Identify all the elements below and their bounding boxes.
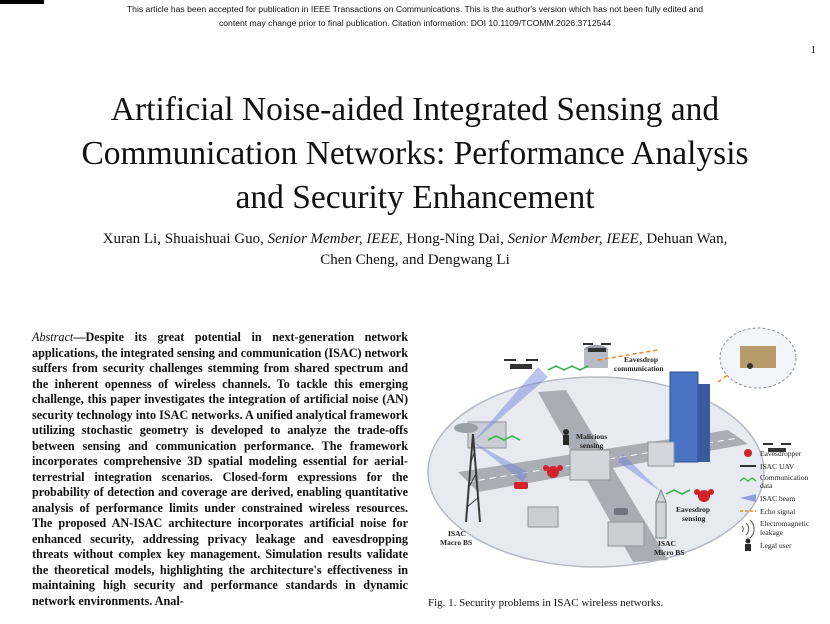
legend-echo: Echo signal	[760, 507, 796, 516]
legend-user-icon-body	[745, 544, 751, 551]
legend-em-leak-1: Electromagnetic	[760, 519, 810, 528]
author-names-2: Hong-Ning Dai,	[402, 231, 508, 247]
building-bottom-left	[528, 507, 558, 527]
label-micro-bs-2: Micro BS	[654, 548, 685, 557]
abstract	[32, 330, 408, 609]
paper-title	[20, 88, 810, 220]
isac-micro-bs	[656, 490, 666, 538]
isac-uav-left	[504, 360, 538, 369]
building-right	[648, 442, 674, 466]
label-macro-bs-2: Macro BS	[440, 538, 473, 547]
figure-caption: Fig. 1. Security problems in ISAC wireless networks.	[428, 597, 664, 609]
comm-data-1	[548, 366, 588, 370]
author-names-3: Dehuan Wan,	[642, 231, 728, 247]
title-line-3: and Security Enhancement	[235, 179, 595, 216]
legend-user-icon-head	[746, 539, 751, 544]
author-line-1	[30, 229, 800, 250]
legend-eavesdropper: Eavesdropper	[760, 449, 802, 458]
building-bottom	[608, 522, 644, 546]
legend-em-leak-2: leakage	[760, 528, 783, 537]
label-malicious-2: sensing	[580, 441, 604, 450]
inset-room	[740, 346, 776, 368]
abstract-body: —Despite its great potential in next-generation network applications, the integrated sensing and communication (ISAC) network suffers from security challenges stemming from shared spectrum and the inherent openness of wireless channels. To tackle this emerging challenge, this paper investigates the integration of artificial noise (AN) security technology into ISAC networks. A unified analytical framework utilizing stochastic geometry is developed to analyze the trade-offs between sensing and communication performance. The framework incorporates comprehensive 3D spatial modeling essential for aerial-terrestrial integration scenarios. Closed-form expressions for the probability of detection and coverage are derived, enabling quantitative analysis of performance limits under constrained wireless resources. The proposed AN-ISAC architecture incorporates artificial noise for enhanced security, addressing privacy leakage and eavesdropping threats without complex key management. Simulation results validate the theoretical models, highlighting the architecture's effectiveness in maintaining high security and performance standards in dynamic network environments. Anal-	[32, 330, 408, 608]
inset-person	[747, 363, 753, 369]
notice-line-2: content may change prior to final publication. Citation information: DOI 10.1109/TCOMM.2026.3712544	[218, 18, 612, 28]
legal-user	[563, 429, 569, 445]
tank-left	[454, 423, 478, 433]
legend-comm-data-1: Communication	[760, 473, 809, 482]
author-role-2: Senior Member, IEEE,	[507, 231, 643, 247]
label-eavesdrop-comm-2: communication	[614, 364, 664, 373]
legend-eavesdropper-icon	[744, 449, 752, 457]
label-macro-bs-1: ISAC	[448, 529, 466, 538]
label-eavesdrop-comm-1: Eavesdrop	[624, 355, 659, 364]
legend-isac-uav: ISAC UAV	[760, 462, 795, 471]
label-malicious-1: Malicious	[576, 432, 608, 441]
page-number: 1	[810, 44, 816, 56]
title-line-2: Communication Networks: Performance Analysis	[81, 135, 749, 172]
car-red	[514, 482, 528, 489]
figure-isac-security	[418, 322, 828, 572]
label-eavesdrop-sense-1: Eavesdrop	[676, 505, 711, 514]
abstract-lead: Abstract	[32, 330, 74, 344]
tank-top-body	[584, 350, 608, 368]
legend-legal-user: Legal user	[760, 541, 792, 550]
legend-isac-beam: ISAC beam	[760, 494, 796, 503]
legend-em-leak-icon	[742, 520, 754, 538]
legend-comm-data-2: data	[760, 481, 773, 490]
title-line-1: Artificial Noise-aided Integrated Sensing and	[110, 91, 720, 128]
author-names-1: Xuran Li, Shuaishuai Guo,	[102, 231, 268, 247]
notice-line-1: This article has been accepted for publication in IEEE Transactions on Communications. This is the author's version which has not been fully edited and	[126, 4, 704, 14]
label-micro-bs-1: ISAC	[658, 539, 676, 548]
car-grey	[614, 508, 628, 515]
author-role-1: Senior Member, IEEE,	[267, 231, 403, 247]
publication-notice	[0, 2, 830, 30]
author-list	[30, 229, 800, 271]
building-malicious	[570, 450, 610, 480]
figure-illustration	[418, 322, 828, 572]
label-eavesdrop-sense-2: sensing	[682, 514, 706, 523]
author-line-2: Chen Cheng, and Dengwang Li	[320, 252, 510, 268]
skyscraper-side	[698, 384, 710, 462]
